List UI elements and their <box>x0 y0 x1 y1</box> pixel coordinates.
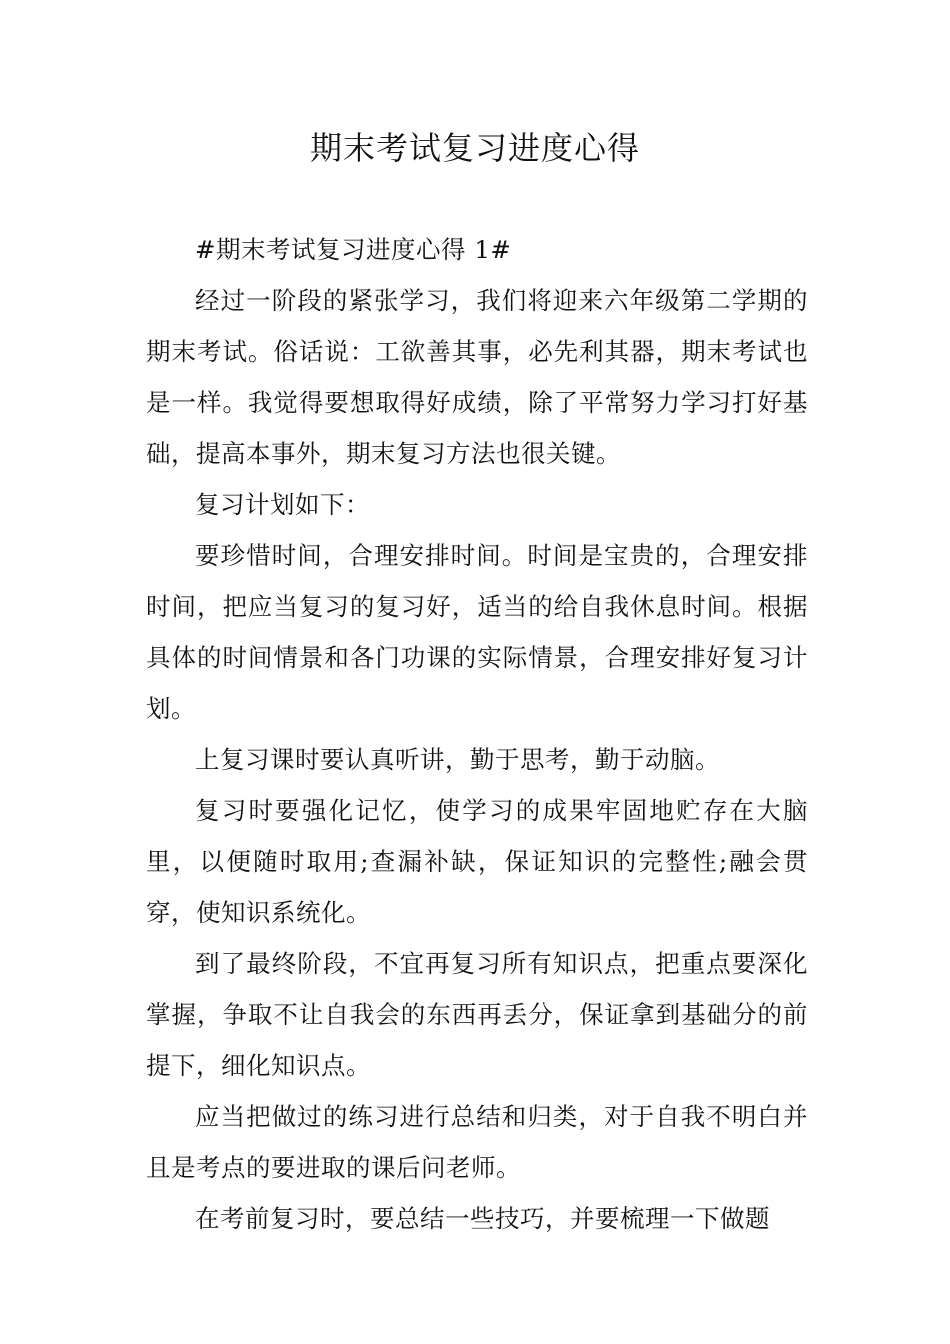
paragraph-plan-heading: 复习计划如下： <box>195 490 370 519</box>
paragraph-intro: 经过一阶段的紧张学习，我们将迎来六年级第二学期的期末考试。俗话说：工欲善其事，必先利其器，期末考试也是一样。我觉得要想取得好成绩，除了平常努力学习打好基础，提高本事外，期末复习方法也很关键。 <box>146 286 808 468</box>
paragraph-memory: 复习时要强化记忆，使学习的成果牢固地贮存在大脑里，以便随时取用;查漏补缺，保证知识的完整性;融会贯穿，使知识系统化。 <box>146 796 808 927</box>
paragraph-time-management: 要珍惜时间，合理安排时间。时间是宝贵的，合理安排时间，把应当复习的复习好，适当的给自我休息时间。根据具体的时间情景和各门功课的实际情景，合理安排好复习计划。 <box>146 541 808 723</box>
document-title: 期末考试复习进度心得 <box>309 129 640 167</box>
paragraph-attention-in-class: 上复习课时要认真听讲，勤于思考，勤于动脑。 <box>195 745 720 774</box>
paragraph-section-heading: #期末考试复习进度心得 1# <box>195 235 512 264</box>
paragraph-final-stage: 到了最终阶段，不宜再复习所有知识点，把重点要深化掌握，争取不让自我会的东西再丢分，保证拿到基础分的前提下，细化知识点。 <box>146 949 808 1080</box>
paragraph-summarize-exercises: 应当把做过的练习进行总结和归类，对于自我不明白并且是考点的要进取的课后问老师。 <box>146 1102 808 1182</box>
paragraph-techniques: 在考前复习时，要总结一些技巧，并要梳理一下做题 <box>195 1204 770 1233</box>
document-body <box>146 224 808 1244</box>
